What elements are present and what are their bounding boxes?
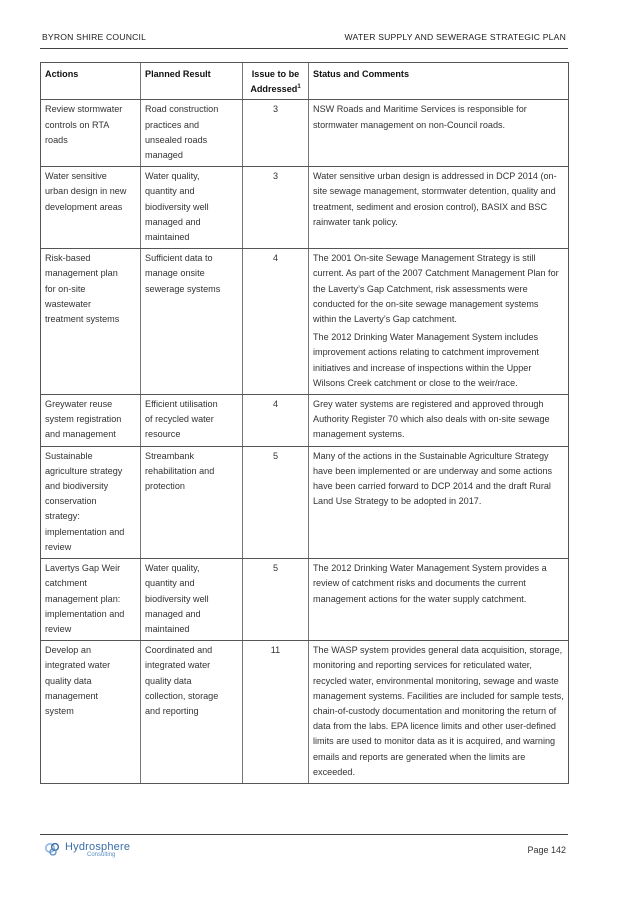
issue-cell: 11	[243, 641, 309, 784]
status-paragraph: NSW Roads and Maritime Services is responsible for stormwater management on non-Council roads.	[313, 104, 527, 130]
planned-result-cell	[141, 641, 243, 784]
issue-cell: 5	[243, 446, 309, 558]
action-cell-line: Review stormwater	[45, 104, 123, 115]
issue-cell: 3	[243, 100, 309, 167]
action-cell	[41, 100, 141, 167]
action-cell-line: review	[45, 541, 72, 552]
action-cell-line: and management	[45, 429, 116, 440]
action-cell	[41, 249, 141, 395]
action-cell-line: Develop an	[45, 645, 92, 656]
planned-result-cell	[141, 100, 243, 167]
planned-result-cell-line: Coordinated and	[145, 645, 213, 656]
column-header-issue	[243, 63, 309, 100]
status-paragraph: The 2012 Drinking Water Management System provides a review of catchment risks and documents the current management actions for the water supply catchment.	[313, 563, 547, 604]
action-cell-line: implementation and	[45, 526, 125, 537]
action-cell-line: system	[45, 705, 74, 716]
issue-cell: 3	[243, 167, 309, 249]
planned-result-cell-line: and reporting	[145, 705, 199, 716]
action-cell	[41, 559, 141, 641]
action-cell	[41, 395, 141, 447]
planned-result-cell-line: resource	[145, 429, 181, 440]
action-cell-line: wastewater	[45, 298, 91, 309]
table-row	[41, 395, 569, 447]
planned-result-cell-line: maintained	[145, 232, 190, 243]
planned-result-cell-line: managed and	[145, 216, 201, 227]
logo-text	[65, 841, 130, 859]
issue-cell: 4	[243, 395, 309, 447]
action-cell-line: development areas	[45, 201, 123, 212]
action-cell-line: system registration	[45, 414, 122, 425]
action-cell-line: Greywater reuse	[45, 399, 113, 410]
planned-result-cell-line: collection, storage	[145, 690, 219, 701]
status-cell	[309, 559, 569, 641]
logo-subtitle: Consulting	[87, 852, 116, 858]
status-paragraph: The WASP system provides general data acquisition, storage, monitoring and reporting services for reticulated water, recycled water, environmental monitoring, sewage and waste management systems. Facilities are included for sample tests, chain-of-custody documentation and monitoring the return of data from the labs. EPA licence limits and other user-defined limits are used to monitor data as it is acquired, and warning emails and reports are generated when the limits are exceeded.	[313, 645, 564, 777]
header-organisation: BYRON SHIRE COUNCIL	[42, 32, 147, 42]
planned-result-cell-line: unsealed roads	[145, 134, 208, 145]
planned-result-cell-line: biodiversity well	[145, 201, 209, 212]
status-cell	[309, 446, 569, 558]
action-cell-line: roads	[45, 134, 68, 145]
issue-header-line-2	[247, 82, 304, 97]
action-cell-line: management	[45, 690, 99, 701]
table-row	[41, 167, 569, 249]
header-document-title: WATER SUPPLY AND SEWERAGE STRATEGIC PLAN	[344, 32, 566, 42]
issue-header-addressed: Addressed	[250, 84, 298, 95]
action-cell-line: and biodiversity	[45, 481, 109, 492]
issue-cell: 4	[243, 249, 309, 395]
action-cell-line: Sustainable	[45, 450, 93, 461]
action-cell-line: strategy:	[45, 511, 80, 522]
planned-result-cell-line: quantity and	[145, 578, 195, 589]
issue-footnote-marker: 1	[297, 84, 301, 91]
planned-result-cell-line: protection	[145, 481, 185, 492]
footer-divider	[40, 834, 568, 835]
action-cell-line: management plan:	[45, 593, 121, 604]
action-cell-line: Risk-based	[45, 253, 91, 264]
planned-result-cell-line: Efficient utilisation	[145, 399, 218, 410]
planned-result-cell-line: Water quality,	[145, 563, 200, 574]
strategy-actions-table	[40, 62, 569, 784]
action-cell-line: agriculture strategy	[45, 465, 123, 476]
page-number: Page 142	[527, 845, 566, 855]
planned-result-cell-line: integrated water	[145, 660, 211, 671]
status-cell	[309, 641, 569, 784]
column-header-actions: Actions	[41, 63, 141, 100]
planned-result-cell-line: rehabilitation and	[145, 465, 215, 476]
table-row	[41, 249, 569, 395]
issue-header-line-1: Issue to be	[251, 69, 300, 79]
planned-result-cell	[141, 167, 243, 249]
table-body	[41, 100, 569, 784]
status-cell	[309, 249, 569, 395]
logo-name: Hydrosphere	[65, 841, 131, 853]
header-divider	[40, 48, 568, 49]
planned-result-cell-line: maintained	[145, 623, 190, 634]
page-header	[42, 32, 566, 42]
column-header-planned-result: Planned Result	[141, 63, 243, 100]
action-cell-line: Lavertys Gap Weir	[45, 563, 121, 574]
action-cell-line: treatment systems	[45, 314, 120, 325]
action-cell-line: controls on RTA	[45, 119, 110, 130]
table-header-row	[41, 63, 569, 100]
planned-result-cell-line: Sufficient data to	[145, 253, 213, 264]
planned-result-cell-line: manage onsite	[145, 268, 205, 279]
action-cell-line: integrated water	[45, 660, 111, 671]
status-paragraph: Water sensitive urban design is addressed in DCP 2014 (on-site sewage management, stormwater detention, quality and treatment, sediment and erosion control), BASIX and BSC rainwater tank policy.	[313, 171, 557, 227]
planned-result-cell-line: practices and	[145, 119, 200, 130]
table-row	[41, 446, 569, 558]
action-cell-line: for on-site	[45, 283, 86, 294]
status-cell	[309, 395, 569, 447]
planned-result-cell-line: sewerage systems	[145, 283, 221, 294]
planned-result-cell-line: managed	[145, 150, 183, 161]
action-cell	[41, 641, 141, 784]
status-paragraph: The 2001 On-site Sewage Management Strategy is still current. As part of the 2007 Catchment Management Plan for the Laverty’s Gap Catchment, risk assessments were conducted for the on-site sewage management systems within the Laverty’s Gap catchment.	[313, 253, 559, 325]
action-cell-line: conservation	[45, 496, 97, 507]
action-cell-line: urban design in new	[45, 186, 127, 197]
planned-result-cell	[141, 249, 243, 395]
planned-result-cell-line: Streambank	[145, 450, 195, 461]
planned-result-cell-line: managed and	[145, 608, 201, 619]
planned-result-cell-line: Road construction	[145, 104, 219, 115]
planned-result-cell-line: of recycled water	[145, 414, 214, 425]
action-cell-line: implementation and	[45, 608, 125, 619]
company-logo	[44, 841, 130, 859]
action-cell	[41, 446, 141, 558]
table-row	[41, 559, 569, 641]
action-cell-line: Water sensitive	[45, 171, 107, 182]
column-header-status: Status and Comments	[309, 63, 569, 100]
action-cell	[41, 167, 141, 249]
table-row	[41, 100, 569, 167]
planned-result-cell-line: quality data	[145, 675, 192, 686]
status-paragraph: The 2012 Drinking Water Management System includes improvement actions relating to catchment improvement initiatives and increase of inspections within the Upper Wilsons Creek catchment or close to the weir/race.	[313, 332, 539, 388]
status-paragraph: Grey water systems are registered and approved through Authority Register 70 which also deals with on-site sewage management systems.	[313, 399, 550, 440]
action-cell-line: review	[45, 623, 72, 634]
planned-result-cell	[141, 446, 243, 558]
planned-result-cell	[141, 395, 243, 447]
issue-cell: 5	[243, 559, 309, 641]
status-paragraph: Many of the actions in the Sustainable Agriculture Strategy have been implemented or are underway and some actions have been carried forward to DCP 2014 and the draft Rural Land Use Strategy to be adopted in 2017.	[313, 450, 553, 507]
planned-result-cell-line: biodiversity well	[145, 593, 209, 604]
action-cell-line: quality data	[45, 675, 92, 686]
status-cell	[309, 167, 569, 249]
status-cell	[309, 100, 569, 167]
action-cell-line: management plan	[45, 268, 118, 279]
planned-result-cell-line: quantity and	[145, 186, 195, 197]
planned-result-cell-line: Water quality,	[145, 171, 200, 182]
planned-result-cell	[141, 559, 243, 641]
hydrosphere-logo-icon	[44, 841, 62, 857]
action-cell-line: catchment	[45, 578, 87, 589]
table-row	[41, 641, 569, 784]
